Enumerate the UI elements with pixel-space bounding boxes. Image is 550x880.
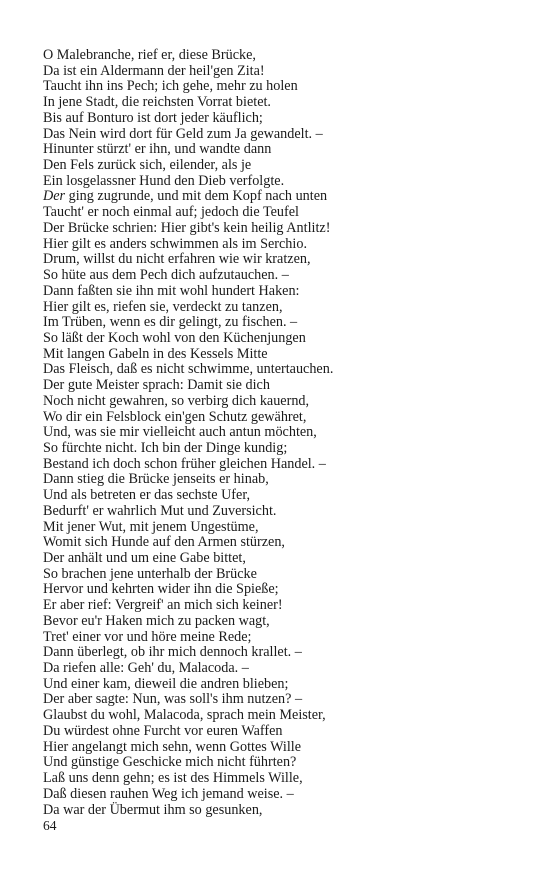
verse-line-text: Dann überlegt, ob ihr mich dennoch krallet. –	[43, 644, 302, 661]
verse-line	[43, 630, 523, 646]
verse-line-emphasis: Der	[43, 188, 66, 205]
verse-line-text: Bestand ich doch schon früher gleichen Handel. –	[43, 455, 326, 472]
verse-line-text: Und einer kam, dieweil die andren blieben;	[43, 675, 289, 692]
verse-line-text: So brachen jene unterhalb der Brücke	[43, 565, 257, 582]
verse-line	[43, 64, 523, 80]
verse-line-text: Du würdest ohne Furcht vor euren Waffen	[43, 722, 283, 739]
verse-line	[43, 661, 523, 677]
verse-line-text: Wo dir ein Felsblock ein'gen Schutz gewähret,	[43, 408, 307, 425]
verse-line	[43, 347, 523, 363]
verse-line	[43, 787, 523, 803]
verse-line	[43, 614, 523, 630]
verse-line-text: Tret' einer vor und höre meine Rede;	[43, 628, 252, 645]
verse-line	[43, 724, 523, 740]
verse-line	[43, 740, 523, 756]
verse-line	[43, 755, 523, 771]
verse-line-text: Laß uns denn gehn; es ist des Himmels Wille,	[43, 770, 303, 787]
verse-line-text: Dann stieg die Brücke jenseits er hinab,	[43, 471, 269, 488]
verse-line-text: Er aber rief: Vergreif' an mich sich keiner!	[43, 597, 283, 614]
verse-line-text: Da riefen alle: Geh' du, Malacoda. –	[43, 660, 249, 677]
verse-line	[43, 221, 523, 237]
verse-line	[43, 441, 523, 457]
verse-line	[43, 189, 523, 205]
verse-line	[43, 520, 523, 536]
verse-line-text: Hinunter stürzt' er ihn, und wandte dann	[43, 141, 272, 158]
verse-line	[43, 300, 523, 316]
verse-line-text: Da war der Übermut ihm so gesunken,	[43, 801, 263, 818]
verse-line-text: Taucht ihn ins Pech; ich gehe, mehr zu holen	[43, 78, 298, 95]
page-number: 64	[43, 818, 57, 833]
verse-line	[43, 504, 523, 520]
verse-line-text: Und als betreten er das sechste Ufer,	[43, 487, 251, 504]
verse-line	[43, 174, 523, 190]
verse-line-text: Bedurft' er wahrlich Mut und Zuversicht.	[43, 502, 277, 519]
verse-line-text: Bis auf Bonturo ist dort jeder käuflich;	[43, 109, 263, 126]
verse-line	[43, 284, 523, 300]
verse-line-text: Das Fleisch, daß es nicht schwimme, untertauchen.	[43, 361, 334, 378]
verse-line-text: Womit sich Hunde auf den Armen stürzen,	[43, 534, 285, 551]
verse-line	[43, 567, 523, 583]
verse-line-text: Im Trüben, wenn es dir gelingt, zu fischen. –	[43, 314, 298, 331]
verse-line	[43, 142, 523, 158]
verse-line	[43, 598, 523, 614]
verse-line	[43, 677, 523, 693]
verse-line-text: Taucht' er noch einmal auf; jedoch die Teufel	[43, 204, 299, 221]
verse-line-text: So läßt der Koch wohl von den Küchenjungen	[43, 329, 306, 346]
verse-line	[43, 394, 523, 410]
verse-line-text: Hier angelangt mich sehn, wenn Gottes Wille	[43, 738, 302, 755]
verse-line	[43, 79, 523, 95]
verse-line	[43, 410, 523, 426]
verse-line	[43, 252, 523, 268]
verse-line-text: Mit langen Gabeln in des Kessels Mitte	[43, 345, 268, 362]
verse-line-text: ging zugrunde, und mit dem Kopf nach unten	[65, 188, 328, 205]
verse-line-text: Hervor und kehrten wider ihn die Spieße;	[43, 581, 279, 598]
verse-line	[43, 158, 523, 174]
verse-line-text: Ein losgelassner Hund den Dieb verfolgte.	[43, 172, 285, 189]
verse-line-text: Der gute Meister sprach: Damit sie dich	[43, 377, 270, 394]
verse-line-text: Und, was sie mir vielleicht auch antun möchten,	[43, 424, 317, 441]
verse-line	[43, 127, 523, 143]
verse-line	[43, 692, 523, 708]
verse-line	[43, 237, 523, 253]
verse-line	[43, 425, 523, 441]
verse-line	[43, 488, 523, 504]
verse-line-text: So hüte aus dem Pech dich aufzutauchen. –	[43, 267, 289, 284]
verse-line-text: Das Nein wird dort für Geld zum Ja gewandelt. –	[43, 125, 323, 142]
verse-block	[43, 48, 523, 818]
verse-line-text: Hier gilt es, riefen sie, verdeckt zu tanzen,	[43, 298, 283, 315]
verse-line	[43, 535, 523, 551]
verse-line-text: Mit jener Wut, mit jenem Ungestüme,	[43, 518, 259, 535]
verse-line	[43, 551, 523, 567]
verse-line	[43, 457, 523, 473]
verse-line-text: Drum, willst du nicht erfahren wie wir kratzen,	[43, 251, 311, 268]
verse-line-text: Der aber sagte: Nun, was soll's ihm nutzen? –	[43, 691, 303, 708]
verse-line-text: Glaubst du wohl, Malacoda, sprach mein Meister,	[43, 707, 326, 724]
verse-line-text: Noch nicht gewahren, so verbirg dich kauernd,	[43, 392, 310, 409]
verse-line	[43, 331, 523, 347]
verse-line-text: So fürchte nicht. Ich bin der Dinge kundig;	[43, 439, 288, 456]
verse-line-text: Dann faßten sie ihn mit wohl hundert Haken:	[43, 282, 300, 299]
verse-line	[43, 205, 523, 221]
verse-line-text: Da ist ein Aldermann der heil'gen Zita!	[43, 62, 265, 79]
verse-line	[43, 645, 523, 661]
verse-line-text: Den Fels zurück sich, eilender, als je	[43, 157, 252, 174]
verse-line-text: Bevor eu'r Haken mich zu packen wagt,	[43, 612, 270, 629]
verse-line	[43, 315, 523, 331]
verse-line-text: Der Brücke schrien: Hier gibt's kein heilig Antlitz!	[43, 219, 331, 236]
verse-line-text: Hier gilt es anders schwimmen als im Serchio.	[43, 235, 307, 252]
verse-line-text: Der anhält und um eine Gabe bittet,	[43, 550, 246, 566]
verse-line	[43, 48, 523, 64]
verse-line	[43, 472, 523, 488]
verse-line-text: Und günstige Geschicke mich nicht führten?	[43, 754, 297, 771]
verse-line	[43, 803, 523, 819]
verse-line	[43, 111, 523, 127]
verse-line	[43, 708, 523, 724]
verse-line-text: Daß diesen rauhen Weg ich jemand weise. –	[43, 785, 294, 802]
verse-line-text: In jene Stadt, die reichsten Vorrat bietet.	[43, 94, 271, 111]
verse-line	[43, 582, 523, 598]
verse-line	[43, 771, 523, 787]
verse-line	[43, 378, 523, 394]
verse-line	[43, 95, 523, 111]
verse-line	[43, 268, 523, 284]
verse-line-text: O Malebranche, rief er, diese Brücke,	[43, 47, 256, 63]
verse-line	[43, 362, 523, 378]
